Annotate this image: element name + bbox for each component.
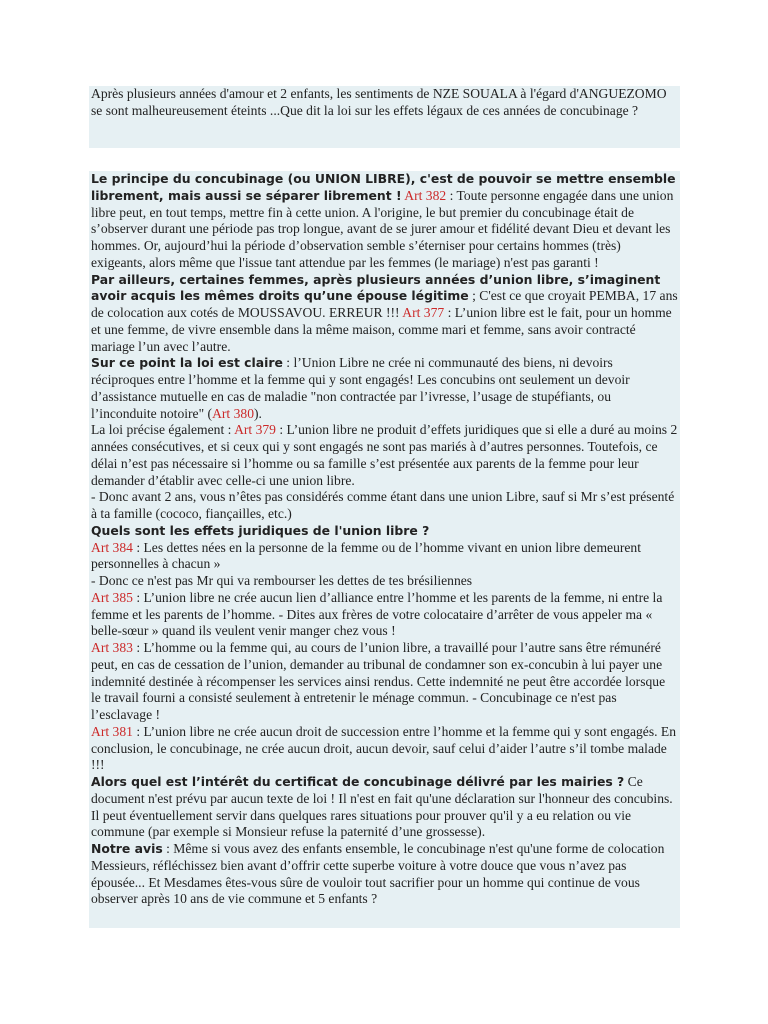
paragraph-art-385 (91, 590, 678, 640)
paragraph-text: ). (254, 405, 262, 421)
paragraph-text: : L’union libre ne crée aucun lien d’alliance entre l’homme et les parents de la femme, ni entre la femme et les parents de l’homme. - Dites aux frères de votre colocataire d’arrêter de vous appeler ma « belle-sœur » quand ils veulent venir manger chez vous ! (91, 589, 663, 639)
article-ref-383: Art 383 (91, 640, 133, 655)
paragraph-text: Ce document n'est prévu par aucun texte de loi ! Il n'est en fait qu'une déclaration sur l'honneur des concubins. Il peut éventuellement servir dans quelques rares situations pour prouver qu'il y a eu relation ou vie commune (par exemple si Monsieur refuse la paternité d’une grossesse). (91, 774, 673, 840)
article-ref-382: Art 382 (404, 187, 447, 203)
paragraph-text: La loi précise également : (91, 422, 235, 438)
paragraph-text: ; C'est ce que croyait PEMBA, 17 ans de colocation aux cotés de MOUSSAVOU. ERREUR !!! (91, 288, 678, 320)
heading-principle: Le principe du concubinage (ou UNION LIBRE), c'est de pouvoir se mettre ensemble librement, mais aussi se séparer librement ! (91, 171, 676, 203)
article-ref-384: Art 384 (91, 539, 133, 555)
article-ref-381: Art 381 (91, 723, 133, 739)
intro-paragraph: Après plusieurs années d'amour et 2 enfants, les sentiments de NZE SOUALA à l'égard d'ANGUEZOMO se sont malheureusement éteints ...Que dit la loi sur les effets légaux de ces années de concubinage ? (91, 86, 667, 118)
paragraph-text: : Toute personne engagée dans une union libre peut, en tout temps, mettre fin à cette union. A l'origine, le but premier du concubinage était de s’observer durant une période pas trop longue, avant de se jurer amour et fidélité devant Dieu et devant les hommes. Or, aujourd’hui la période d’observation semble s’éterniser pour certains hommes (très) exigeants, alors même que l'issue tant attendue par les femmes (le mariage) n'est pas garanti ! (91, 187, 674, 270)
heading-legal-effects: Quels sont les effets juridiques de l'union libre ? (91, 522, 430, 538)
paragraph-text: : Les dettes nées en la personne de la femme ou de l’homme vivant en union libre demeurent personnelles à chacun » (91, 539, 642, 572)
paragraph-law-specifies (91, 422, 678, 489)
paragraph-art-384 (91, 540, 678, 574)
paragraph-text: : L’union libre ne crée aucun droit de succession entre l’homme et la femme qui y sont engagés. En conclusion, le concubinage, ne crée aucun droit, aucun devoir, sauf celui d’aider l’autre s’il tombe malade !!! (91, 723, 677, 773)
article-ref-379: Art 379 (234, 422, 276, 438)
article-ref-385: Art 385 (91, 589, 133, 605)
paragraph-principle (91, 171, 678, 272)
paragraph-before-two-years: - Donc avant 2 ans, vous n’êtes pas considérés comme étant dans une union Libre, sauf si Mr s’est présenté à ta famille (cococo, fiançailles, etc.) (91, 489, 675, 521)
paragraph-text: : Même si vous avez des enfants ensemble, le concubinage n'est qu'une forme de colocation Messieurs, réfléchissez bien avant d’offrir cette superbe voiture à votre douce que vous n’avez pas épousée... Et Mesdames êtes-vous sûre de vouloir tout sacrifier pour un homme qui continue de vous observer après 10 ans de vie commune et 5 enfants ? (91, 841, 665, 907)
heading-rights: Par ailleurs, certaines femmes, après plusieurs années d’union libre, s’imaginent avoir acquis les mêmes droits qu’une épouse légitime (91, 271, 661, 304)
article-ref-377: Art 377 (402, 305, 445, 320)
heading-law-clear: Sur ce point la loi est claire (91, 355, 283, 371)
paragraph-art-383 (91, 640, 678, 724)
paragraph-certificate (91, 774, 678, 841)
paragraph-opinion (91, 841, 678, 908)
intro-block (89, 86, 680, 148)
heading-opinion: Notre avis (91, 841, 163, 856)
heading-certificate: Alors quel est l’intérêt du certificat de concubinage délivré par les mairies ? (91, 774, 625, 789)
paragraph-rights (91, 272, 678, 356)
paragraph-debts: - Donc ce n'est pas Mr qui va rembourser les dettes de tes brésiliennes (91, 573, 473, 588)
paragraph-text: : L’homme ou la femme qui, au cours de l’union libre, a travaillé pour l’autre sans être rémunéré peut, en cas de cessation de l’union, demander au tribunal de condamner son ex-concubin à lui payer une indemnité destinée à récompenser les services ainsi rendus. Cette indemnité ne peut être accordée lorsque le travail fourni a consisté seulement à entretenir le ménage commun. - Concubinage ce n'est pas l’esclavage ! (91, 640, 666, 722)
article-body (89, 171, 680, 928)
paragraph-art-381 (91, 724, 678, 774)
paragraph-text: : l’Union Libre ne crée ni communauté des biens, ni devoirs réciproques entre l’homme et la femme qui y sont engagés! Les concubins ont seulement un devoir d’assistance mutuelle en cas de maladie "non contractée par l’ivresse, l’usage de stupéfiants, ou l’inconduite notoire" ( (91, 355, 630, 421)
paragraph-text: : L’union libre est le fait, pour un homme et une femme, de vivre ensemble dans la même maison, comme mari et femme, sans avoir contracté mariage l’un avec l’autre. (91, 305, 672, 354)
paragraph-text: : L’union libre ne produit d’effets juridiques que si elle a duré au moins 2 années consécutives, et si ceux qui y sont engagés ne sont pas mariés à d’autres personnes. Toutefois, ce délai n’est pas nécessaire si l’homme ou sa famille s’est présentée aux parents de la femme pour leur demander d’établir avec celle-ci une union libre. (91, 422, 678, 488)
article-ref-380: Art 380 (212, 405, 254, 421)
paragraph-law-clear (91, 355, 678, 422)
